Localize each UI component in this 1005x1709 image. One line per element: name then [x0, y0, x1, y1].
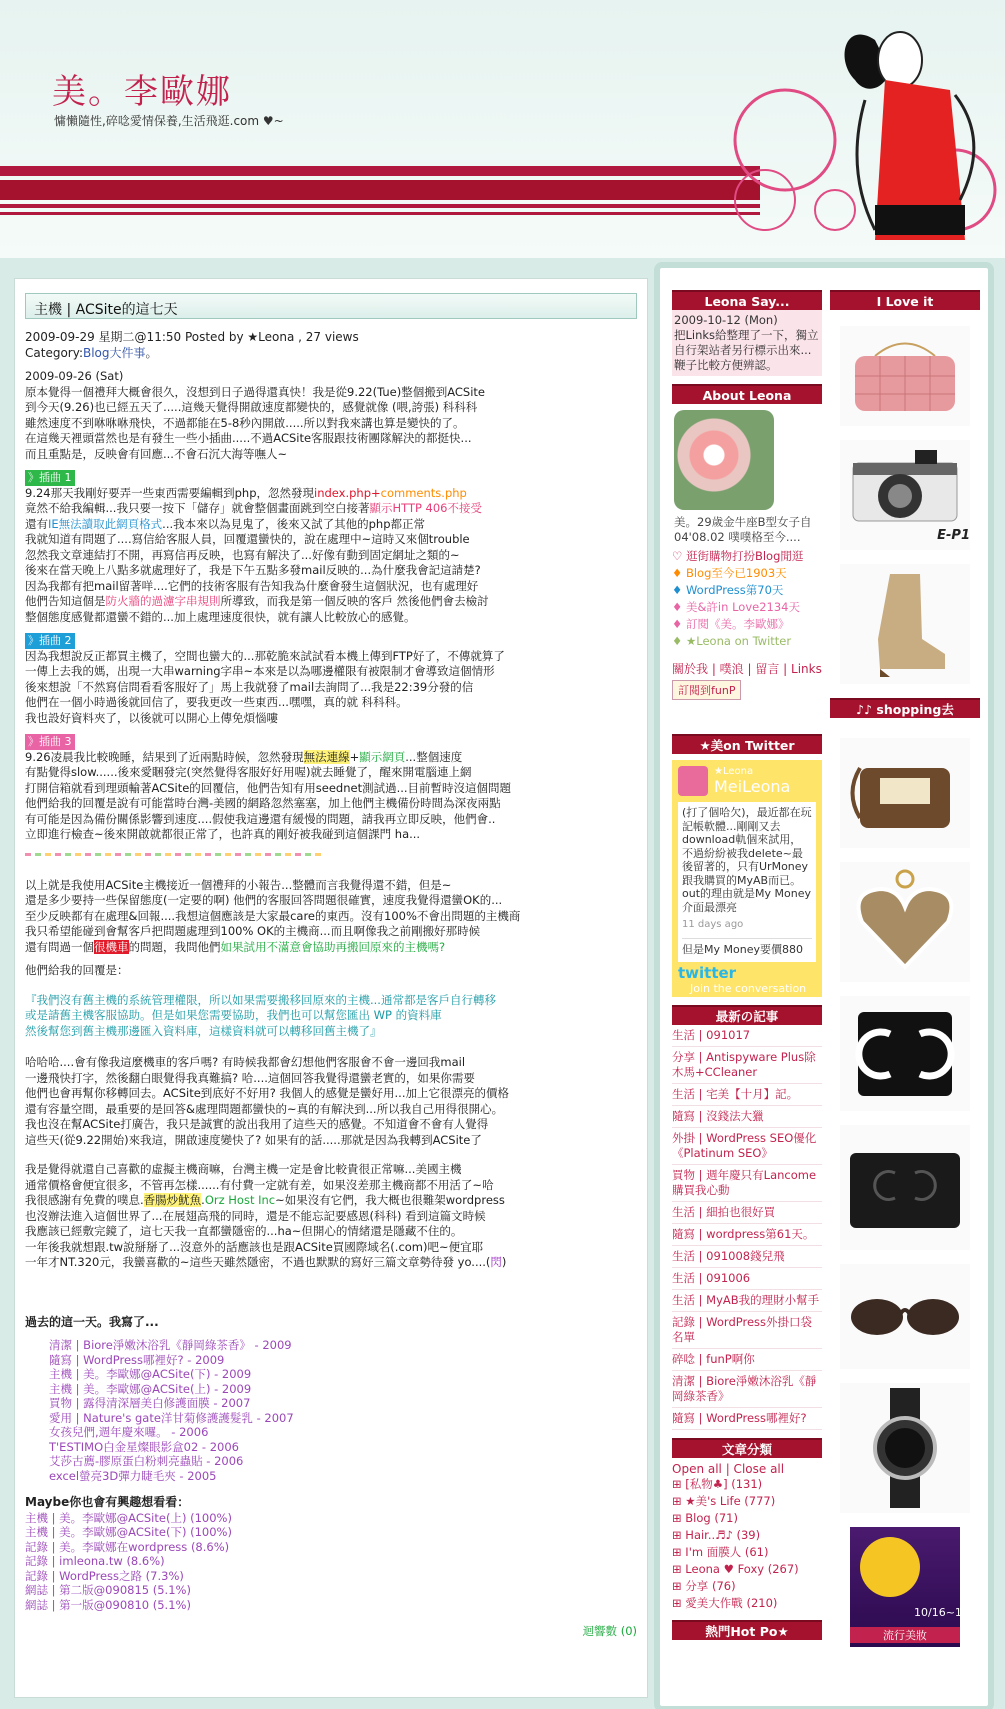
header-stripe	[0, 166, 760, 176]
text-line: ~如果沒有它們，我大概也很難架wordpress	[275, 1193, 505, 1207]
recent-post-link[interactable]: 隨寫 | WordPress哪裡好?	[672, 1408, 822, 1430]
text-line: 一邊飛快打字，然後翻白眼覺得我真難搞? 哈....這個回答我覺得還蠻老實的，如果你需要	[25, 1070, 475, 1085]
widget-title: About Leona	[672, 384, 822, 404]
recent-post-link[interactable]: 外掛 | WordPress SEO優化《Platinum SEO》	[672, 1128, 822, 1165]
about-item-label: ★Leona on Twitter	[685, 634, 792, 648]
related-post-link[interactable]: 記錄 | WordPress之路 (7.3%)	[25, 1568, 184, 1583]
text-line: 我是覺得就還自己喜歡的虛擬主機商嘛，台灣主機一定是會比較貴很正常嘛...美國主機	[25, 1162, 462, 1176]
twitter-widget	[672, 760, 822, 997]
past-post-link[interactable]: excel螢亮3D彈力睫毛夾 - 2005	[49, 1468, 217, 1483]
recent-post-link[interactable]: 生活 | 091008錢兒飛	[672, 1246, 822, 1268]
product-handbag[interactable]	[840, 326, 970, 426]
paragraph-1	[25, 385, 637, 463]
category-label: [私物♣] (131)	[685, 1477, 763, 1491]
text-line: 打開信箱就看到理頭輸著ACSite的回覆信，他們告知有用seednet測試過...目前暫時沒這個問題	[25, 780, 512, 795]
recent-post-link[interactable]: 生活 | 宅美【十月】記。	[672, 1084, 822, 1106]
reply-intro: 他們給我的回覆是：	[25, 963, 129, 977]
highlight-text: 閃	[490, 1255, 502, 1269]
past-post-link[interactable]: 主機 | 美。李歐娜@ACSite(上) - 2009	[49, 1381, 252, 1396]
widget-title: 熱門Hot Po★	[672, 1620, 822, 1640]
camera-icon	[845, 448, 965, 528]
product-heart-purse[interactable]	[840, 862, 970, 982]
tweet-box	[678, 802, 816, 962]
past-post-link[interactable]: 艾莎古薦-膠原蛋白粉刺亮蟲貼 - 2006	[49, 1454, 244, 1468]
heart-purse-icon	[850, 867, 960, 977]
recent-post-link[interactable]: 隨寫 | 沒錢法大獵	[672, 1106, 822, 1128]
camera-label: E-P1	[937, 527, 970, 543]
sidebar-right-column	[830, 268, 987, 1647]
text-line: 9.24那天我剛好要弄一些東西需要編輯到php，忽然發現	[25, 485, 314, 500]
handbag-icon	[845, 336, 965, 416]
promo-text: 流行美妝	[850, 1627, 960, 1643]
say-text: 把Links給整理了一下，獨立自行架站者另行標示出來...鞭子比較方便辨認。	[674, 328, 819, 372]
text-line: )	[501, 1255, 507, 1269]
category-list	[672, 1476, 822, 1612]
text-line: 9.26凌晨我比較晚睡，結果到了近兩點時候，忽然發現	[25, 749, 304, 764]
text-line: 一傳上去我的媽，出現一大串warning字串~本來是以為哪邊權限有被限制才會導致這個情形	[25, 664, 495, 678]
category-label: 分享 (76)	[685, 1579, 736, 1593]
promo-banner[interactable]	[850, 1527, 987, 1647]
post-date-author: 2009-09-29 星期二@11:50 Posted by ★Leona , 27 views	[25, 330, 359, 344]
avatar	[674, 410, 774, 510]
category-label: ★美's Life (777)	[685, 1494, 776, 1508]
recent-post-link[interactable]: 生活 | 091017	[672, 1025, 822, 1047]
category-label: Blog (71)	[685, 1511, 738, 1525]
text-line: 我很感謝有免費的噗息.	[25, 1193, 144, 1207]
text-line: ...我本來以為見鬼了，後來又試了其他的php都正常	[162, 516, 426, 531]
text-line: 有可能是因為備份關係影響到速度....假使我這邊還有緩慢的問題，請我再立即反映，他們會..	[25, 811, 496, 826]
text-line: 還是多少要持一些保留態度(一定要的啊) 他們的客服回答問題很確實，速度我覺得還蠻OK的...	[25, 893, 503, 907]
past-post-link[interactable]: 買物 | 露得清深層美白修護面膜 - 2007	[49, 1396, 251, 1410]
widget-title: Leona Say...	[672, 290, 822, 310]
reply-quote	[25, 993, 637, 1040]
leona-say	[672, 310, 822, 376]
text-line: 所導致，而我是第一個反映的客戶 然後他們會去檢討	[220, 594, 489, 608]
site-title[interactable]: 美。李歐娜	[52, 72, 232, 112]
text-line: 一年才NT.320元，我蠻喜歡的~這些天雖然隱密，不過也默默的寫好三篇文章勢待發 yo....(	[25, 1255, 491, 1269]
promo-badge	[860, 1537, 920, 1597]
site-header	[0, 0, 1005, 258]
widget-title: 文章分類	[672, 1438, 822, 1458]
post-body	[25, 369, 637, 1640]
site-tagline: 慵懶隨性,碎唸愛情保養,生活飛逛.com ♥~	[54, 114, 284, 128]
text-line: +	[349, 749, 360, 764]
sunglasses-icon	[845, 1287, 965, 1347]
widget-title: ★美on Twitter	[672, 734, 822, 754]
about-item-label: 訂閱《美。李歐娜》	[685, 617, 790, 631]
post-title[interactable]: 主機 | ACSite的這七天	[25, 293, 637, 319]
about-item-label: WordPress第70天	[685, 583, 784, 597]
recent-post-link[interactable]: 生活 | MyAB我的理財小幫手	[672, 1290, 822, 1312]
category-label: I'm 面膜人 (61)	[685, 1545, 769, 1559]
product-black-wallet[interactable]	[840, 1125, 970, 1250]
post-area	[14, 278, 648, 1698]
past-post-link[interactable]: 隨寫 | WordPress哪裡好? - 2009	[49, 1352, 225, 1367]
highlight-text: 防火牆的過濾字串規則	[105, 594, 221, 608]
paragraph-2	[25, 486, 637, 626]
text-line: 他們也會再幫你移轉回去。ACSite到底好不好用? 我個人的感覺是蠻好用...加上它很漂亮的價格	[25, 1086, 509, 1100]
text-line: 有點覺得slow......後來愛睏發完(突然覺得客服好好用喔)就去睡覺了，醒來開電腦連上網	[25, 765, 472, 779]
recent-post-link[interactable]: 分享 | Antispyware Plus除木馬+CCleaner	[672, 1047, 822, 1084]
category-item[interactable]: ⊞ I'm 面膜人 (61)	[672, 1545, 769, 1559]
about-item-label: Blog至今已1903天	[685, 566, 787, 580]
highlight-text: 顯示HTTP 406不接受	[369, 501, 483, 515]
category-prefix: Category:	[25, 346, 83, 360]
boots-icon	[860, 569, 950, 679]
episode-tag: 》插曲 3	[25, 734, 75, 750]
past-post-link[interactable]: 主機 | 美。李歐娜@ACSite(下) - 2009	[49, 1367, 252, 1381]
recent-post-link[interactable]: 清潔 | Biore淨嫩沐浴乳《靜岡綠茶香》	[672, 1371, 822, 1408]
paragraph-6	[25, 1055, 637, 1148]
widget-title: I Love it	[830, 290, 980, 310]
past-posts-heading: 過去的這一天。我寫了...	[25, 1314, 159, 1329]
highlight-text: IE無法讀取此網頁格式	[48, 516, 163, 531]
text-line: 因為我都有把mail留著咩....它們的技術客服有告知我為什麼會發生這個狀況，也有處理好	[25, 578, 479, 593]
dashed-divider	[25, 853, 325, 856]
highlight-text: comments.php	[380, 485, 467, 500]
episode-tag: 》插曲 2	[25, 633, 75, 649]
twitter-avatar	[678, 766, 708, 796]
highlight-text: 如果試用不滿意會協助再搬回原來的主機嗎?	[220, 939, 446, 954]
related-post-link[interactable]: 網誌 | 第二版@090815 (5.1%)	[25, 1583, 191, 1597]
text-line: 這些天(從9.22開始)來我這，開啟速度變快了? 如果有的話.....那就是因為我轉到ACSite了	[25, 1132, 482, 1147]
text-line: 我也沒在幫ACSite打廣告，我只是誠實的說出我用了這些天的感覺。不知道會不會有人覺得	[25, 1117, 489, 1131]
sidebar	[654, 262, 994, 1709]
about-list	[672, 548, 822, 650]
highlight-text: index.php+	[314, 485, 381, 500]
category-item[interactable]: ⊞ Blog (71)	[672, 1511, 738, 1525]
tweet-time: 11 days ago	[682, 919, 744, 930]
text-line: 在這幾天裡頭當然也是有發生一些小插曲.....不過ACSite客服跟技術團隊解決的都挺快...	[25, 431, 472, 445]
text-line: 還有	[25, 516, 48, 531]
related-post-link[interactable]: 主機 | 美。李歐娜@ACSite(下) (100%)	[25, 1525, 232, 1539]
post-category	[25, 345, 637, 361]
text-line: 或是請舊主機客服協助。但是如果您需要協助，我們也可以幫您匯出 WP 的資料庫	[25, 1008, 442, 1022]
past-posts-list	[49, 1338, 637, 1483]
highlight-text: 很機車	[94, 939, 129, 954]
about-item-label: 逛街購物打扮Blog閒逛	[685, 549, 804, 563]
product-camera[interactable]	[840, 440, 970, 550]
text-line: 我就知道有問題了....寫信給客服人員，回覆還蠻快的，說在處理中~這時又來個trouble	[25, 532, 470, 546]
recent-post-link[interactable]: 生活 | 091006	[672, 1268, 822, 1290]
header-stripe	[0, 204, 760, 208]
nav-links[interactable]: 關於我 | 噗浪 | 留言 | Links	[672, 662, 822, 676]
recent-post-link[interactable]: 記錄 | WordPress外掛口袋名單	[672, 1312, 822, 1349]
text-line: 通常價格會便宜很多，不管再怎樣......有付費一定就有差，如果沒差那主機商都不用活了~哈	[25, 1177, 494, 1192]
text-line: ...整個速度	[405, 749, 463, 764]
recent-post-link[interactable]: 生活 | 細拍也很好買	[672, 1202, 822, 1224]
about-text: 美。29歲金牛座B型女子自04'08.02 噗噗格至今....	[674, 515, 812, 544]
pouch-icon	[850, 748, 960, 838]
text-line: 立即進行檢查~後來開啟就都很正常了，也許真的剛好被我碰到這個課門 ha...	[25, 827, 421, 841]
say-date: 2009-10-12 (Mon)	[674, 313, 778, 327]
highlight-text: 香腸炒魷魚	[143, 1193, 202, 1207]
text-line: 以上就是我使用ACSite主機接近一個禮拜的小報告...整體而言我覺得還不錯，但是~	[25, 877, 452, 892]
header-stripe	[0, 212, 760, 215]
text-line: 後來在當天晚上八點多就處理好了，我是下午五點多發mail反映的...為什麼我會記這請楚?	[25, 563, 481, 577]
related-post-link[interactable]: 主機 | 美。李歐娜@ACSite(上) (100%)	[25, 1510, 232, 1525]
category-label: Hair..♬♪ (39)	[685, 1528, 761, 1542]
text-line: 他們給我的回覆是說有可能當時台灣-美國的網路忽然塞塞，加上他們主機備份時間為深夜兩點	[25, 796, 501, 810]
category-item[interactable]: ⊞ 分享 (76)	[672, 1579, 736, 1593]
category-suffix: 。	[145, 346, 158, 360]
related-post-link[interactable]: 記錄 | imleona.tw (8.6%)	[25, 1554, 165, 1568]
text-line: 我只希望能碰到會幫客戶把問題處理到100% OK的主機商...而且啊像我之前剛搬好那時候	[25, 924, 481, 938]
text-line: 還有容量空間，最重要的是回答&處理問題都蠻快的~真的有解決到...所以我自己用得很開心。	[25, 1101, 504, 1116]
wallet-icon	[850, 1004, 960, 1104]
category-item[interactable]: ⊞ 愛美大作戰 (210)	[672, 1596, 778, 1610]
category-item[interactable]: ⊞ Hair..♬♪ (39)	[672, 1528, 761, 1542]
past-post-link[interactable]: 愛用 | Nature's gate洋甘菊修護護髮乳 - 2007	[49, 1410, 294, 1425]
comments-link[interactable]: 迴響數 (0)	[582, 1624, 637, 1638]
twitter-user: ★Leona	[714, 766, 754, 777]
text-line: 因為我想說反正都買主機了，空間也蠻大的...那乾脆來試試看本機上傳到FTP好了，不傳就算了	[25, 648, 505, 663]
about-item[interactable]: ♦ Blog至今已1903天	[672, 566, 787, 580]
watch-icon	[860, 1388, 950, 1508]
recent-post-link[interactable]: 買物 | 週年慶只有Lancome購買我心動	[672, 1165, 822, 1202]
text-line: 還有問過一個	[25, 939, 94, 954]
header-stripe	[0, 180, 760, 200]
highlight-text: 無法連線	[303, 749, 350, 764]
text-line: 整個態度感覺都還蠻不錯的...加上處理速度很快，就有讓人比較放心的感覺。	[25, 609, 416, 624]
paragraph-3	[25, 649, 637, 727]
related-post-link[interactable]: 記錄 | 美。李歐娜在wordpress (8.6%)	[25, 1539, 230, 1554]
text-line: 的問題，我問他們	[128, 939, 221, 954]
category-label: 愛美大作戰 (210)	[685, 1596, 778, 1610]
recent-posts	[672, 1025, 822, 1430]
category-item[interactable]: ⊞ [私物♣] (131)	[672, 1477, 763, 1491]
tweet-text: (打了個哈欠)，最近都在玩記帳軟體...剛剛又去download軌個來試用，不過紛紛被我delete~最後留著的，只有UrMoney跟我購買的MyAB而已。out的理由就是My Money介面最漂亮	[682, 806, 812, 914]
category-item[interactable]: ⊞ Leona ♥ Foxy (267)	[672, 1562, 799, 1576]
text-line: 忽然我文章連結打不開，再寫信再反映，也寫有解決了...好像有動到固定網址之類的~	[25, 547, 460, 562]
past-post-link[interactable]: T'ESTIMO白金星燦眼影盒02 - 2006	[49, 1439, 240, 1454]
text-line: 至少反映都有在處理&回報....我想這個應該是大家最care的東西。沒有100%不會出問題的主機商	[25, 908, 521, 923]
twitter-join-link[interactable]: Join the conversation	[690, 982, 807, 995]
about-item-label: 美&許in Love2134天	[685, 600, 800, 614]
post-meta	[25, 329, 637, 361]
text-line: 原本覺得一個禮拜大概會很久，沒想到日子過得還真快！我是從9.22(Tue)整個搬到ACSite	[25, 384, 485, 399]
twitter-name[interactable]: MeiLeona	[714, 777, 791, 796]
paragraph-7: 我是覺得就還自己喜歡的虛擬主機商嘛，台灣主機一定是會比較貴很正常嘛...美國主機 通常價格會便宜很多，不管再怎樣......有付費一定就有差，如果沒差那主機商都不用活了~哈 我很感謝有免費的噗息.香腸炒魷魚.Orz Host Inc~如果沒有它們，我大概也很難架wordpress 也沒辦法進入這個世界了...在展翅高飛的同時，還是不能忘記要感恩(科科) 看到這篇文時候 我應該已經敷完鏡了，這七天我一直都蠻隱密的...ha~但開心的情緒還是隱藏不住的。 一年後我就想跟.tw說掰掰了...沒意外的話應該也是跟ACSite買國際域名(.com)吧~便宜耶 一年才NT.320元，我蠻喜歡的~這些天雖然隱密，不過也默默的寫好三篇文章勢待發 yo....(閃)	[25, 1162, 637, 1271]
product-boots[interactable]	[840, 564, 970, 684]
text-line: 他們在一個小時過後就回信了，要我更改一些東西...嘿嘿，真的就 科科科。	[25, 695, 408, 709]
category-link[interactable]: Blog大件事	[82, 346, 146, 360]
past-post-link[interactable]: 女孩兒們,週年慶來囉。 - 2006	[49, 1425, 209, 1439]
text-line: 『我們沒有舊主機的系統管理權限，所以如果需要搬移回原來的主機...通常都是客戶自行轉移	[25, 992, 496, 1007]
product-sunglasses[interactable]	[840, 1264, 970, 1369]
paragraph-5	[25, 878, 637, 956]
text-line: 我應該已經敷完鏡了，這七天我一直都蠻隱密的...ha~但開心的情緒還是隱藏不住的。	[25, 1224, 463, 1238]
about-item[interactable]: ♡ 逛街購物打扮Blog閒逛	[672, 549, 804, 563]
about-item[interactable]: ♦ 訂閱《美。李歐娜》	[672, 617, 790, 631]
text-line: 竟然不給我編輯...我只要一按下「儲存」就會整個畫面跳到空白接著	[25, 501, 370, 515]
text-line: 他們告知這個是	[25, 594, 106, 608]
widget-title: 最新の記事	[672, 1005, 822, 1025]
category-label: Leona ♥ Foxy (267)	[685, 1562, 799, 1576]
highlight-text: 顯示網頁	[359, 749, 406, 764]
black-wallet-icon	[845, 1138, 965, 1238]
tweet-text: 但是My Money要價880	[682, 938, 812, 957]
product-wallet[interactable]	[840, 996, 970, 1111]
text-line: 後來想說「不然寫信問看看客服好了」馬上我就發了mail去詢問了...我是22:39分發的信	[25, 679, 474, 694]
product-watch[interactable]	[840, 1383, 970, 1513]
about-item[interactable]: ♦ 美&許in Love2134天	[672, 600, 800, 614]
related-posts-heading: Maybe你也會有興趣想看看：	[25, 1495, 190, 1509]
about-item[interactable]: ♦ WordPress第70天	[672, 583, 784, 597]
past-post-link[interactable]: 清潔 | Biore淨嫩沐浴乳《靜岡綠茶香》 - 2009	[49, 1338, 292, 1352]
related-posts-list	[25, 1511, 637, 1613]
sidebar-left-column	[672, 268, 822, 1640]
widget-title: ♪♪ shopping去	[830, 698, 980, 718]
text-line: 一年後我就想跟.tw說掰掰了...沒意外的話應該也是跟ACSite買國際域名(.com)吧~便宜耶	[25, 1239, 484, 1254]
episode-tag: 》插曲 1	[25, 470, 75, 486]
text-line: 哈哈哈....會有像我這麼機車的客戶嗎? 有時候我都會幻想他們客服會不會一邊回我mail	[25, 1055, 466, 1069]
product-pouch[interactable]	[840, 738, 970, 848]
funp-button[interactable]: 訂閱到funP	[672, 680, 741, 700]
text-line: 也沒辦法進入這個世界了...在展翅高飛的同時，還是不能忘記要感恩(科科) 看到這篇文時候	[25, 1208, 486, 1223]
post-date-sub: 2009-09-26 (Sat)	[25, 369, 124, 383]
twitter-logo: twitter	[678, 964, 737, 982]
text-line: 然後幫您到舊主機那邊匯入資料庫，這樣資料就可以轉移回舊主機了』	[25, 1023, 382, 1038]
recent-post-link[interactable]: 隨寫 | wordpress第61天。	[672, 1224, 822, 1246]
text-line: 到今天(9.26)也已經五天了.....這幾天覺得開啟速度都變快的，感覺就像 (喂,誇張) 科科科	[25, 400, 478, 414]
promo-date: 10/16~10/23	[914, 1606, 987, 1619]
related-post-link[interactable]: 網誌 | 第一版@090810 (5.1%)	[25, 1597, 191, 1612]
category-toggle[interactable]: Open all | Close all	[672, 1462, 785, 1476]
text-line: 雖然速度不到咻咻咻飛快，不過都能在5-8秒內開啟.....所以對我來講也算是變快的了。	[25, 415, 465, 430]
paragraph-4	[25, 750, 637, 843]
about-item[interactable]: ♦ ★Leona on Twitter	[672, 634, 792, 648]
header-illustration	[725, 0, 1005, 258]
host-link[interactable]: Orz Host Inc	[204, 1193, 276, 1207]
recent-post-link[interactable]: 碎唸 | funP啊你	[672, 1349, 822, 1371]
text-line: 而且重點是，反映會有回應...不會石沉大海等嘸人~	[25, 446, 288, 461]
text-line: 我也設好資料夾了，以後就可以開心上傳免煩惱嘍	[25, 710, 278, 725]
category-item[interactable]: ⊞ ★美's Life (777)	[672, 1494, 776, 1508]
